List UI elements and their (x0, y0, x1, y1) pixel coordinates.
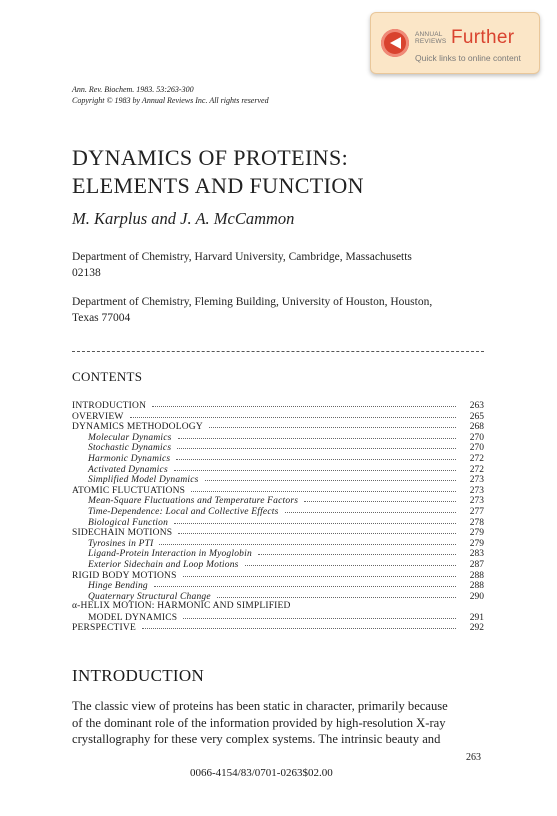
play-arrow-icon (381, 29, 409, 57)
toc-entry-page: 288 (469, 581, 484, 592)
toc-leader-dots (154, 579, 456, 587)
toc-entry-label: Molecular Dynamics (88, 432, 172, 443)
toc-entry-page: 288 (469, 570, 484, 581)
toc-leader-dots (258, 547, 456, 555)
toc-entry-page: 272 (469, 464, 484, 475)
toc-entry-page: 290 (469, 591, 484, 602)
toc-leader-dots (217, 590, 456, 598)
page-number: 263 (466, 752, 481, 763)
toc-leader-dots (176, 452, 456, 460)
toc-entry-label: Harmonic Dynamics (88, 453, 171, 464)
toc-leader-dots (159, 537, 456, 545)
toc-entry-label: Activated Dynamics (88, 464, 168, 475)
affiliation-line: Texas 77004 (72, 312, 131, 324)
toc-leader-dots (174, 463, 456, 471)
affiliation-houston (72, 294, 492, 326)
annual-reviews-further-badge[interactable] (370, 12, 540, 74)
introduction-heading: INTRODUCTION (72, 666, 205, 685)
journal-citation (72, 84, 269, 106)
toc-entry-label: Tyrosines in PTI (88, 538, 154, 549)
toc-entry-page: 277 (469, 506, 484, 517)
paragraph-line: The classic view of proteins has been static in character, primarily because (72, 699, 448, 713)
introduction-paragraph (72, 698, 486, 748)
badge-caption: Quick links to online content (415, 53, 521, 63)
toc-leader-dots (205, 473, 456, 481)
toc-entry-label: Simplified Model Dynamics (88, 475, 199, 486)
toc-leader-dots (304, 494, 456, 502)
contents-heading: CONTENTS (72, 369, 143, 384)
toc-entry-label: α-HELIX MOTION: HARMONIC AND SIMPLIFIED (72, 601, 291, 612)
table-of-contents (72, 400, 484, 633)
toc-entry-page: 272 (469, 453, 484, 464)
article-title (72, 144, 364, 200)
toc-leader-dots (183, 611, 456, 619)
title-line-2: ELEMENTS AND FUNCTION (72, 173, 364, 198)
toc-entry-page: 273 (469, 475, 484, 486)
badge-sub-line-2: REVIEWS (415, 38, 447, 45)
toc-entry-page: 273 (469, 485, 484, 496)
toc-entry-label: Biological Function (88, 517, 169, 528)
affiliation-harvard (72, 249, 492, 281)
badge-title: Further (451, 27, 515, 48)
author-names: M. Karplus and J. A. McCammon (72, 209, 295, 228)
affiliation-line: Department of Chemistry, Harvard University, Cambridge, Massachusetts (72, 251, 412, 263)
toc-entry-label: RIGID BODY MOTIONS (72, 570, 177, 581)
toc-leader-dots (245, 558, 456, 566)
toc-leader-dots (297, 600, 456, 607)
toc-leader-dots (178, 526, 456, 534)
toc-entry-label: PERSPECTIVE (72, 623, 136, 634)
toc-entry-page: 292 (469, 623, 484, 634)
toc-leader-dots (183, 569, 456, 577)
toc-entry-page: 283 (469, 549, 484, 560)
affiliation-line: Department of Chemistry, Fleming Building, University of Houston, Houston, (72, 296, 433, 308)
toc-leader-dots (177, 441, 456, 449)
toc-entry[interactable] (72, 622, 484, 633)
toc-entry-page: 270 (469, 443, 484, 454)
title-line-1: DYNAMICS OF PROTEINS: (72, 145, 349, 170)
badge-publisher-label (415, 31, 446, 45)
toc-entry-label: MODEL DYNAMICS (88, 612, 178, 623)
toc-entry-label: OVERVIEW (72, 411, 124, 422)
section-divider (72, 351, 484, 353)
toc-entry-page: 268 (469, 422, 484, 433)
toc-entry-label: DYNAMICS METHODOLOGY (72, 422, 203, 433)
toc-entry-label: Time-Dependence: Local and Collective Effects (88, 506, 279, 517)
toc-entry-label: ATOMIC FLUCTUATIONS (72, 485, 186, 496)
toc-entry-page: 273 (469, 496, 484, 507)
toc-leader-dots (209, 420, 456, 428)
toc-entry-label: Ligand-Protein Interaction in Myoglobin (88, 549, 252, 560)
paragraph-line: crystallography for these very complex systems. The intrinsic beauty and (72, 732, 441, 746)
toc-leader-dots (142, 621, 456, 629)
toc-leader-dots (174, 516, 456, 524)
toc-entry-page: 287 (469, 559, 484, 570)
toc-entry-page: 263 (469, 401, 484, 411)
toc-entry-page: 278 (469, 517, 484, 528)
toc-leader-dots (130, 410, 457, 418)
toc-leader-dots (191, 484, 456, 492)
toc-entry-label: Hinge Bending (88, 581, 148, 592)
badge-sub-line-1: ANNUAL (415, 31, 443, 38)
affiliation-line: 02138 (72, 267, 101, 279)
toc-entry-page: 265 (469, 411, 484, 422)
paragraph-line: of the dominant role of the information provided by high-resolution X-ray (72, 715, 446, 730)
toc-entry-page: 279 (469, 538, 484, 549)
toc-entry-label: Mean-Square Fluctuations and Temperature Factors (88, 496, 299, 507)
toc-entry-label: Quaternary Structural Change (88, 591, 211, 602)
toc-entry-page: 279 (469, 528, 484, 539)
toc-entry-label: SIDECHAIN MOTIONS (72, 528, 173, 539)
toc-leader-dots (152, 399, 456, 407)
toc-leader-dots (285, 505, 457, 513)
citation-line-1: Ann. Rev. Biochem. 1983. 53:263-300 (72, 85, 194, 94)
toc-entry-label: Exterior Sidechain and Loop Motions (88, 559, 239, 570)
issn-code: 0066-4154/83/0701-0263$02.00 (190, 767, 333, 779)
toc-entry-page: 270 (469, 432, 484, 443)
toc-entry-page: 291 (469, 612, 484, 623)
toc-entry-label: INTRODUCTION (72, 401, 147, 411)
toc-entry-label: Stochastic Dynamics (88, 443, 172, 454)
citation-line-2: Copyright © 1983 by Annual Reviews Inc. All rights reserved (72, 96, 269, 105)
toc-leader-dots (178, 431, 456, 439)
